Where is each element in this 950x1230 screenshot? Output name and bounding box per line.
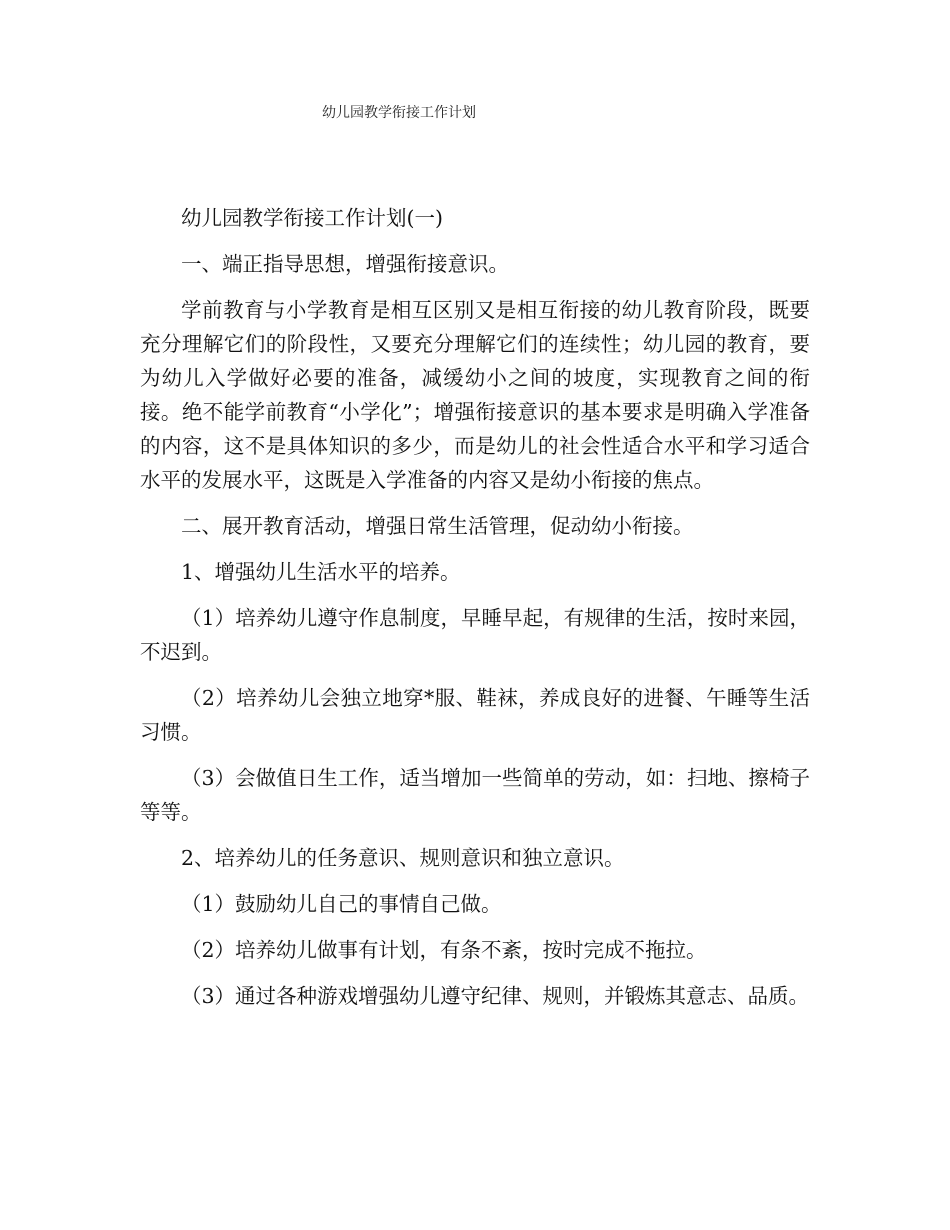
list-item: （3）会做值日生工作，适当增加一些简单的劳动，如：扫地、擦椅子等等。 — [140, 766, 810, 824]
document-body — [140, 201, 810, 1025]
list-item: （2）培养幼儿做事有计划，有条不紊，按时完成不拖拉。 — [181, 938, 707, 962]
list-item: （2）培养幼儿会独立地穿*服、鞋袜，养成良好的进餐、午睡等生活习惯。 — [140, 686, 810, 744]
subheading-2: 2、培养幼儿的任务意识、规则意识和独立意识。 — [181, 846, 625, 870]
list-item: （3）通过各种游戏增强幼儿遵守纪律、规则，并锻炼其意志、品质。 — [181, 984, 810, 1008]
list-item: （1）鼓励幼儿自己的事情自己做。 — [181, 892, 502, 916]
paragraph: 学前教育与小学教育是相互区别又是相互衔接的幼儿教育阶段，既要充分理解它们的阶段性，又要充分理解它们的连续性；幼儿园的教育，要为幼儿入学做好必要的准备，减缓幼小之间的坡度，实现教育之间的衔接。绝不能学前教育“小学化”；增强衔接意识的基本要求是明确入学准备的内容，这不是具体知识的多少，而是幼儿的社会性适合水平和学习适合水平的发展水平，这既是入学准备的内容又是幼小衔接的焦点。 — [140, 298, 810, 492]
subheading-1: 1、增强幼儿生活水平的培养。 — [181, 560, 461, 584]
heading-1: 一、端正指导思想，增强衔接意识。 — [181, 252, 509, 276]
section-title: 幼儿园教学衔接工作计划(一) — [181, 206, 443, 230]
heading-2: 二、展开教育活动，增强日常生活管理，促动幼小衔接。 — [181, 514, 694, 538]
list-item: （1）培养幼儿遵守作息制度，早睡早起，有规律的生活，按时来园，不迟到。 — [140, 606, 810, 664]
header-title: 幼儿园教学衔接工作计划 — [322, 105, 476, 121]
